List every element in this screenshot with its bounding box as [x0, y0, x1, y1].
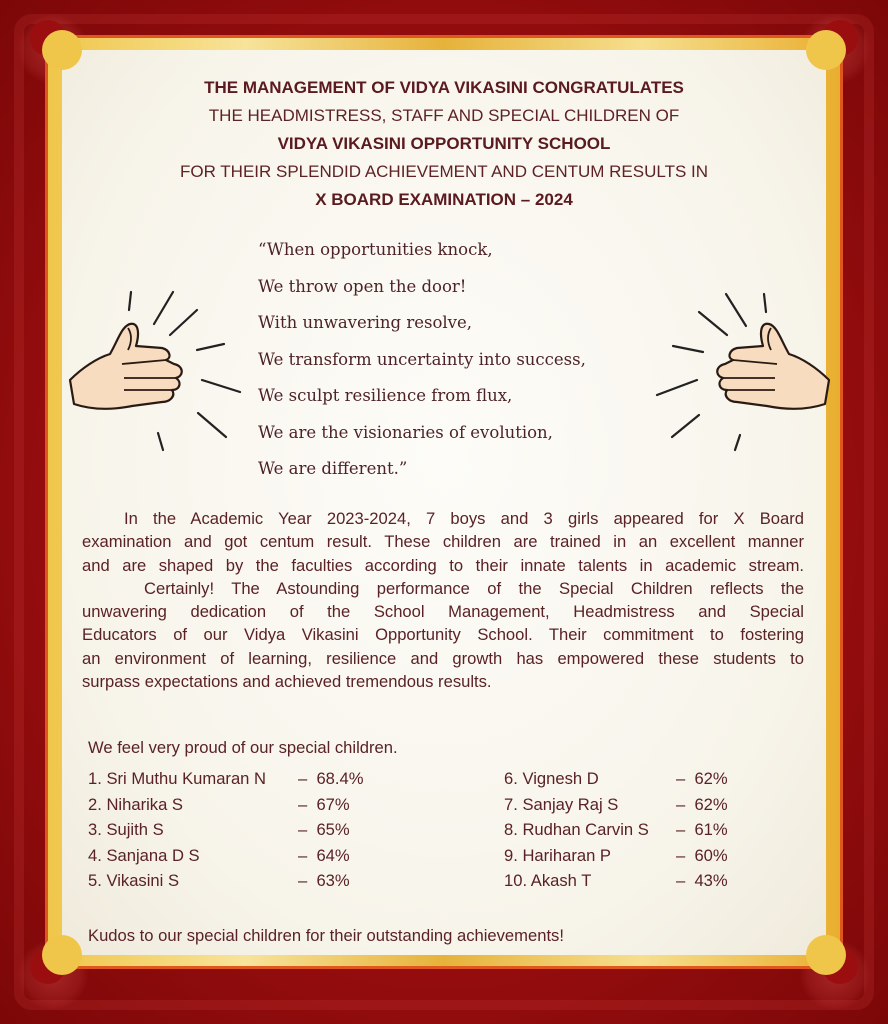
student-row: [504, 868, 764, 894]
student-score: – 62%: [676, 794, 728, 814]
student-score: – 64%: [298, 845, 350, 865]
para1-line: examination and got centum result. These children are trained in an excellent manner: [82, 532, 804, 552]
student-row: [88, 766, 448, 792]
student-row: [504, 766, 764, 792]
para2-line: Certainly! The Astounding performance of the Special Children reflects the: [144, 578, 804, 598]
exam-title: X BOARD EXAMINATION – 2024: [315, 190, 573, 209]
school-name: VIDYA VIKASINI OPPORTUNITY SCHOOL: [277, 134, 611, 153]
header-line-4: FOR THEIR SPLENDID ACHIEVEMENT AND CENTUM RESULTS IN: [179, 162, 709, 181]
student-name: 3. Sujith S: [88, 820, 164, 839]
student-list-column-1: [88, 766, 448, 894]
student-score: – 65%: [298, 820, 350, 839]
poem-line: We throw open the door!: [258, 276, 467, 296]
para2-line: surpass expectations and achieved tremendous results.: [82, 672, 492, 692]
header-line-1: THE MANAGEMENT OF VIDYA VIKASINI CONGRATULATES: [204, 78, 684, 97]
student-list-column-2: [504, 766, 764, 894]
student-score: – 62%: [676, 769, 728, 788]
poem-line: We are different.”: [258, 459, 408, 478]
student-row: [88, 868, 448, 894]
student-score: – 43%: [676, 871, 728, 890]
proud-statement: We feel very proud of our special children.: [88, 738, 398, 757]
student-name: 10. Akash T: [504, 871, 592, 890]
student-name: 8. Rudhan Carvin S: [504, 820, 649, 839]
student-score: – 68.4%: [298, 769, 364, 788]
kudos-message: Kudos to our special children for their outstanding achievements!: [88, 926, 564, 945]
header-line-2: THE HEADMISTRESS, STAFF AND SPECIAL CHILDREN OF: [208, 106, 680, 125]
para1-line: and are shaped by the faculties according to their innate talents in academic stream.: [82, 555, 804, 575]
poem-line: We transform uncertainty into success,: [258, 349, 586, 369]
certificate-content: [62, 50, 826, 955]
student-name: 2. Niharika S: [88, 794, 183, 814]
student-row: [88, 843, 448, 869]
poem-line: We sculpt resilience from flux,: [258, 386, 513, 405]
clapping-hands-icon: [62, 280, 242, 460]
poem-line: With unwavering resolve,: [258, 313, 473, 332]
student-name: 1. Sri Muthu Kumaran N: [88, 769, 266, 788]
student-name: 5. Vikasini S: [88, 871, 180, 890]
student-name: 7. Sanjay Raj S: [504, 794, 619, 814]
student-row: [504, 817, 764, 843]
student-score: – 61%: [676, 820, 728, 839]
para2-line: unwavering dedication of the School Management, Headmistress and Special: [82, 602, 804, 622]
para2-line: Educators of our Vidya Vikasini Opportunity School. Their commitment to fostering: [82, 625, 804, 645]
clapping-hands-icon: [647, 280, 837, 460]
student-row: [504, 843, 764, 869]
student-score: – 67%: [298, 794, 350, 814]
student-row: [88, 792, 448, 818]
paragraph-academic-year: [82, 507, 804, 693]
student-score: – 63%: [298, 871, 350, 890]
para1-line: In the Academic Year 2023-2024, 7 boys and 3 girls appeared for X Board: [124, 509, 804, 528]
para2-line: an environment of learning, resilience and growth has empowered these students to: [82, 648, 804, 668]
student-name: 4. Sanjana D S: [88, 845, 200, 865]
poem-line: We are the visionaries of evolution,: [258, 422, 553, 442]
student-row: [88, 817, 448, 843]
poem-line: “When opportunities knock,: [258, 240, 493, 259]
congratulations-header: [62, 74, 826, 214]
student-score: – 60%: [676, 845, 728, 865]
student-row: [504, 792, 764, 818]
student-name: 9. Hariharan P: [504, 845, 611, 865]
student-name: 6. Vignesh D: [504, 769, 599, 788]
poem: [258, 240, 586, 496]
